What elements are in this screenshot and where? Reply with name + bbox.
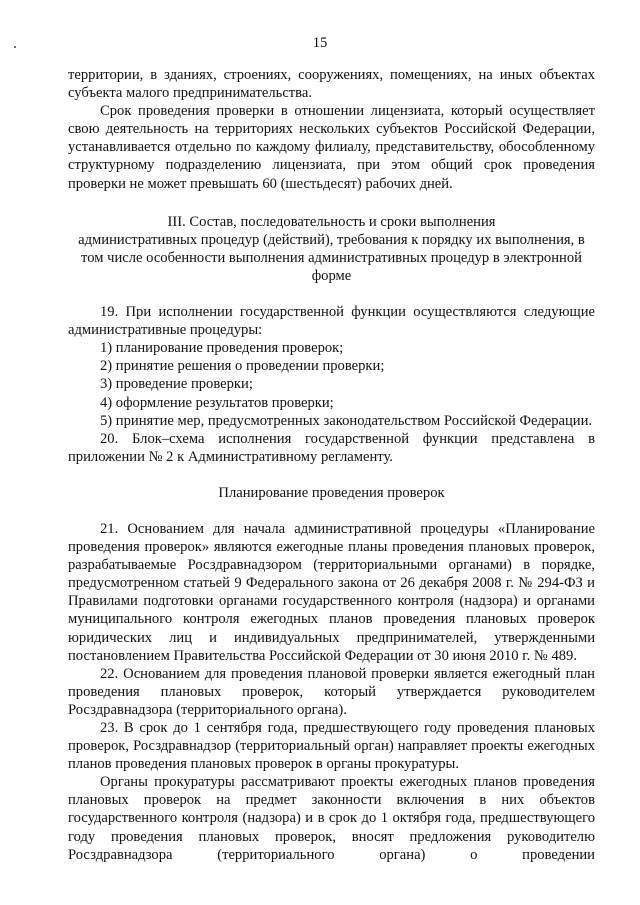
item-19-list-4: 4) оформление результатов проверки;	[100, 394, 334, 411]
item-19-list-3: 3) проведение проверки;	[100, 376, 253, 393]
item-23-prosecutors: Органы прокуратуры рассматривают проекты ежегодных планов проведения плановых проверок на предмет законности включения в них объектов государственного контроля (надзора) и в срок до 1 октября года, предшествующего году проведения плановых проверок, вносят предложения руководителю Росздравнадзора (территориального органа) о проведении	[68, 774, 595, 863]
item-22: 22. Основанием для проведения плановой проверки является ежегодный план проведения плановых проверок, который утверждается руководителем Росздравнадзора (территориального органа).	[68, 665, 595, 718]
subheading-planning: Планирование проведения проверок	[218, 484, 445, 501]
item-19-list-2: 2) принятие решения о проведении проверки;	[100, 358, 385, 375]
item-19-list-1: 1) планирование проведения проверок;	[100, 340, 344, 357]
paragraph-territory: территории, в зданиях, строениях, сооружениях, помещениях, на иных объектах субъекта малого предпринимательства.	[68, 67, 595, 102]
section-heading-line1: III. Состав, последовательность и сроки выполнения	[167, 213, 496, 230]
item-21: 21. Основанием для начала административной процедуры «Планирование проведения проверок» являются ежегодные планы проведения плановых проверок, разрабатываемые Росздравнадзором (территориальными органами) в порядке, предусмотренном статьей 9 Федерального закона от 26 декабря 2008 г. № 294-ФЗ и Правилами подготовки органами государственного контроля (надзора) и органами муниципального контроля ежегодных планов проведения плановых проверок юридических лиц и индивидуальных предпринимателей, утвержденными постановлением Правительства Российской Федерации от 30 июня 2010 г. № 489.	[68, 520, 595, 664]
item-19-intro: 19. При исполнении государственной функции осуществляются следующие административные процедуры:	[68, 304, 595, 339]
item-20: 20. Блок–схема исполнения государственной функции представлена в приложении № 2 к Административному регламенту.	[68, 430, 595, 465]
paragraph-licensee: Срок проведения проверки в отношении лицензиата, который осуществляет свою деятельность на территориях нескольких субъектов Российской Федерации, устанавливается отдельно по каждому филиалу, представительству, обособленному структурному подразделению лицензиата, при этом общий срок проведения проверки не может превышать 60 (шестьдесят) рабочих дней.	[68, 103, 595, 192]
page-number: 15	[312, 35, 328, 51]
item-23: 23. В срок до 1 сентября года, предшествующего году проведения плановых проверок, Росздравнадзор (территориальный орган) направляет проекты ежегодных планов проведения плановых проверок в органы прокуратуры.	[68, 720, 595, 773]
page-body	[68, 66, 595, 864]
section-heading-line2: административных процедур (действий), требования к порядку их выполнения, в том числе особенности выполнения административных процедур в электронной форме	[78, 231, 585, 284]
item-19-list-5: 5) принятие мер, предусмотренных законодательством Российской Федерации.	[100, 412, 593, 429]
